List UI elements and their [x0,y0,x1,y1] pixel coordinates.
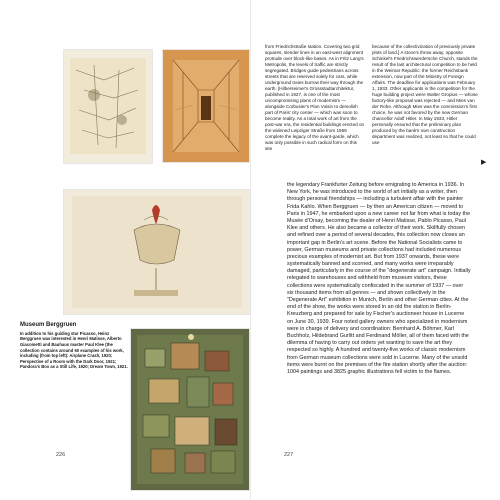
text-column-top-left: from Friedrichstraße station. Covering two grid squares, slender lines in an east-west alignment protrude over block-like bases. As in Fritz Lang's Metropolis, the levels of traffic are strictly segregated. Bridges guide pedestrians across streets that are reserved solely for cars, while underground trains burrow their way through the earth. [Hilberseimer's Grossstadtarchitektur, published in 1927, is one of the most uncompromising plans of modernism — alongside Corbusier's Plan Voisin to demolish part of Paris' city center — which was soon to become reality. As a total work of art from the post-war era, the residential buildings erected on the widened Leipziger Straße from 1969 complete the legacy of the avant-garde, which was only possible in such radical form on this site [265,44,365,152]
text-column-top-right: because of the collectivization of previously private plots of land.] A stone's throw away, opposite Schinkel's Friedrichswerdersche Church, stands the result of the last architectural competition to be held in the Weimar Republic: the former Reichsbank extension, now part of the Ministry of Foreign Affairs. The deadline for applications was February 1, 1933. Other applicants in the competition for the huge building project were Walter Gropius — whose factory-like proposal was rejected — and Mies van der Rohe. Although Mies was the commission's first choice, he was not favored by the new German chancellor Adolf Hitler. In May 1933, Hitler personally ensured that the preliminary plan produced by the bank's own construction department was realized, not least so that he could use [372,44,478,146]
continue-arrow-icon: ▶ [481,159,487,166]
pandoras-box-painting [64,190,250,314]
room-dark-door-painting [163,50,249,162]
page-number-right: 227 [284,452,294,458]
page-gutter [250,0,251,500]
image-caption [20,322,128,370]
dream-town-painting [131,329,249,490]
caption-title: Museum Berggruen [20,322,77,328]
caption-text: In addition to his guiding star Picasso, Heinz Berggruen was interested in Henri Matisse, Alberto Giacometti and Bauhaus master Paul Klee (the collection contains around 60 examples of his work, including (from top left): Airplane Crash, 1920; Perspective of a Room with the Dark Door, 1921; Pandora's Box as a Still Life, 1920; Dream Town, 1921. [20,330,128,370]
page-number-left: 226 [56,452,66,458]
airplane-crash-painting [64,50,152,163]
main-text-column: the legendary Frankfurter Zeitung before emigrating to America in 1936. In New York, he was introduced to the world of art initially as a writer, then through personal friendships — including a turbulent affair with the painter Frida Kahlo. When Berggruen — by then an American citizen — moved to Paris in 1947, he embarked upon a new career not far from what is today the Musée d'Orsay, becoming the dealer of Henri Matisse, Pablo Picasso, Paul Klee and others. He also became a collector of their work. Skillfully chosen and refined over a period of several decades, this collection now closes an important gap in Berlin's art scene. Before the National Socialists came to power, German museums and private collections had included numerous precious examples of modernist art. But from 1937 onwards, these were systematically banned and scorned, and many works were irreparably damaged, particularly in the course of the "degenerate art" campaign. Initially relegated to warehouses and withheld from museum visitors, these collections were systematically confiscated in the summer of 1937 — over six thousand items from all genres — and shown collectively in the "Degenerate Art" exhibition in Munich, Berlin and other German cities. At the end of the show, the works were stored in an old fire station in Berlin-Kreuzberg and prepared for sale by Fischer's auctioneer house in Lucerne on June 30, 1939. Four noted gallery owners who specialized in modernism were in charge of delivery and coordination: Bernhard A. Böhmer, Karl Buchholz, Hildebrand Gurlitt and Ferdinand Möller, all of them faced with the dilemma of having to carry out orders yet wanting to save the art they respected so highly. A hundred and twenty-five works of classic modernism from German museum collections were sold in Lucerne. Many of the unsold items were burnt on the premises of the fire station shortly after the auction: 1004 paintings and 3825 graphic illustrations fell victim to the flames. [287,182,471,375]
